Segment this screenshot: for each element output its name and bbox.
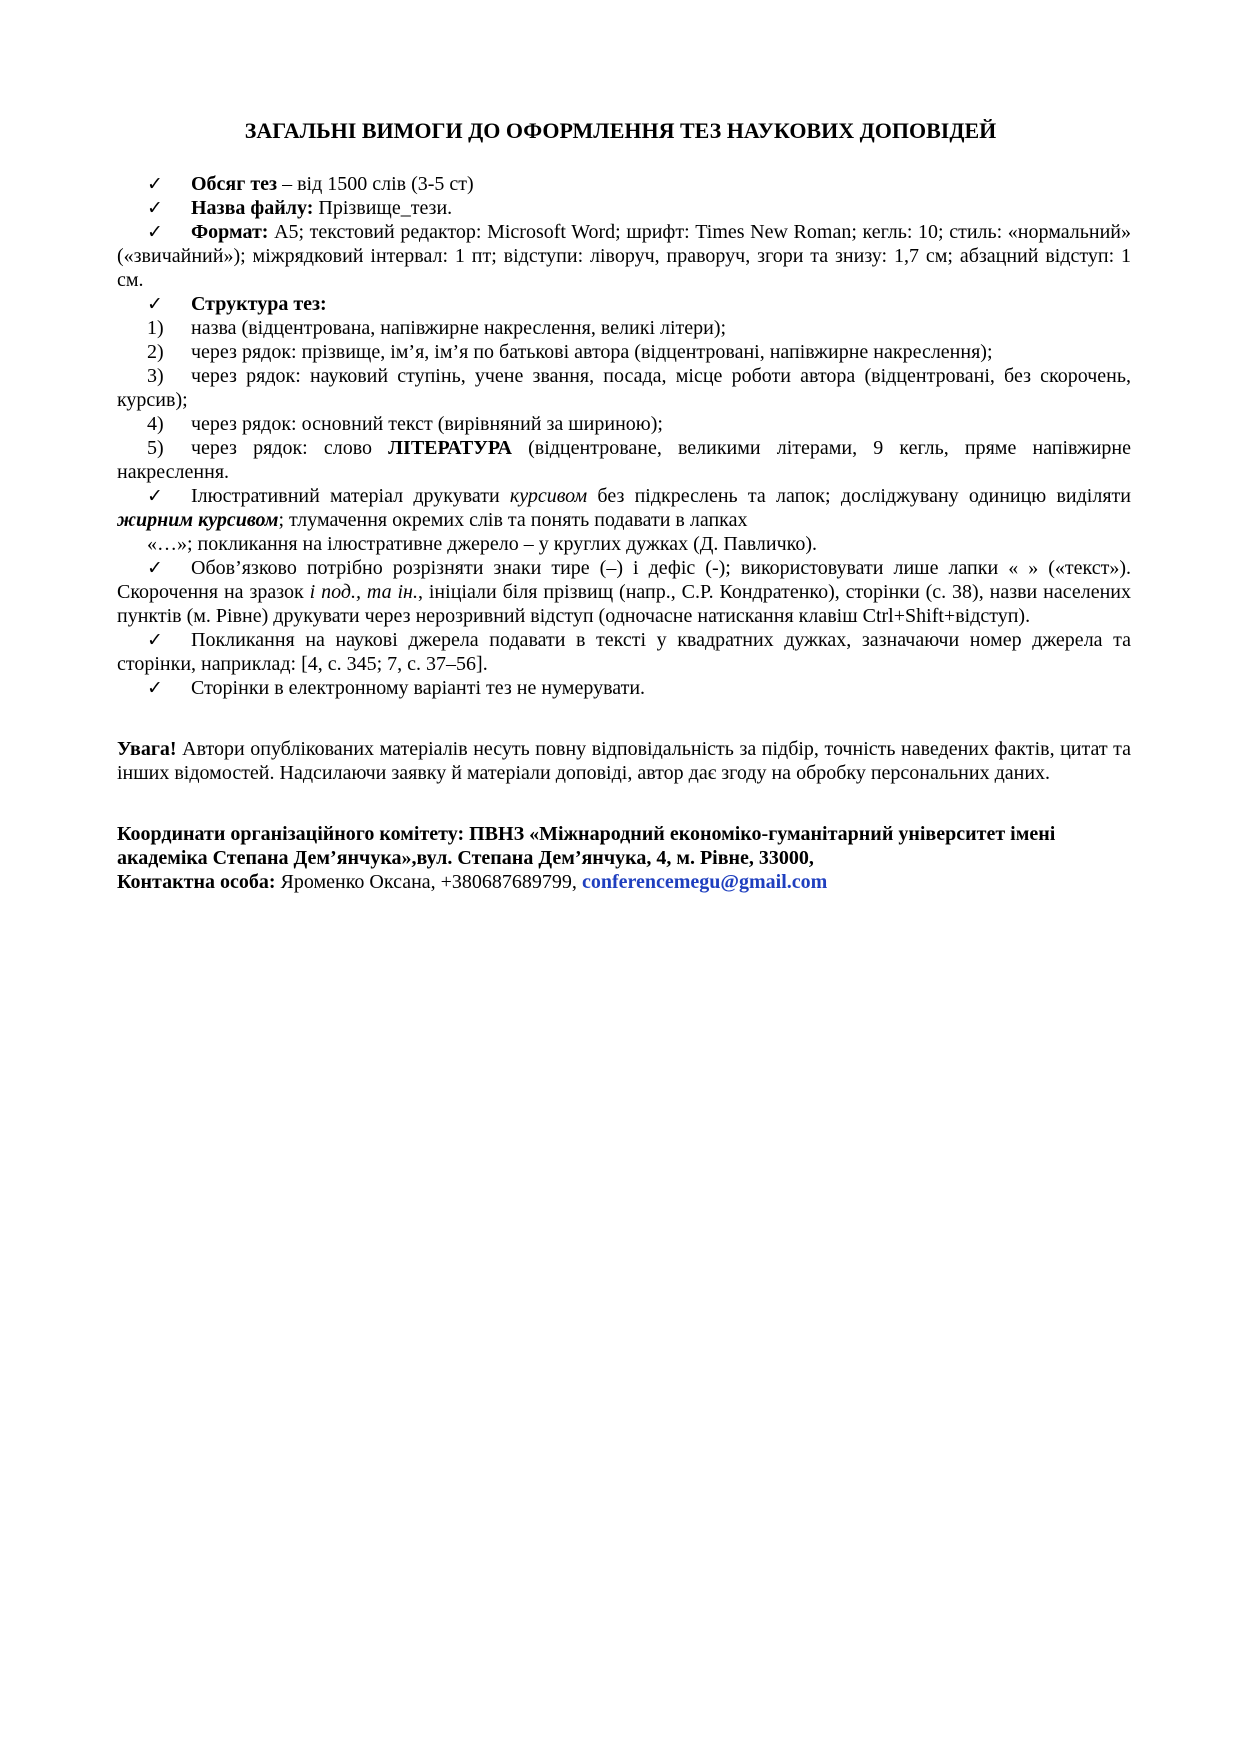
structure-number: 2) [147,341,164,363]
list-item-volume [117,172,1131,196]
check-mark-icon: ✓ [147,485,163,507]
structure-item [117,340,1131,364]
italic-word: курсивом [509,485,588,507]
list-item-pages [117,676,1131,700]
attention-paragraph [117,737,1131,785]
check-mark-icon: ✓ [147,677,163,699]
email-link[interactable]: conferencemegu@gmail.com [581,871,828,893]
filename-label: Назва файлу: [191,197,314,219]
organizing-committee-coordinates: Координати організаційного комітету: ПВНЗ «Міжнародний економіко-гуманітарний університет імені академіка Степана Дем’янчука»,вул. Степана Дем’янчука, 4, м. Рівне, 33000, [117,823,1056,869]
structure-label: Структура тез: [191,293,327,315]
volume-label: Обсяг тез [191,173,278,195]
bold-italic-word: жирним курсивом [117,509,279,531]
format-label: Формат: [191,221,269,243]
structure-item [117,364,1131,412]
check-mark-icon: ✓ [147,293,163,315]
structure-number: 4) [147,413,164,435]
structure-text: назва (відцентрована, напівжирне накреслення, великі літери); [191,317,727,339]
document-title: ЗАГАЛЬНІ ВИМОГИ ДО ОФОРМЛЕННЯ ТЕЗ НАУКОВИХ ДОПОВІДЕЙ [244,118,997,143]
list-item-structure [117,292,1131,316]
attention-text: Автори опублікованих матеріалів несуть повну відповідальність за підбір, точність наведених фактів, цитат та інших відомостей. Надсилаючи заявку й матеріали доповіді, автор дає згоду на обробку персональних даних. [117,738,1131,784]
contacts-block [117,822,1131,894]
italic-abbreviations: і под., та ін. [309,581,418,603]
format-text: А5; текстовий редактор: Microsoft Word; шрифт: Times New Roman; кегль: 10; стиль: «нормальний» («звичайний»); міжрядковий інтервал: 1 пт; відступи: ліворуч, праворуч, згори та знизу: 1,7 см; абзацний відступ: 1 см. [117,221,1131,291]
check-mark-icon: ✓ [147,197,163,219]
dashes-text: Обов’язково потрібно розрізняти знаки тире (–) і дефіс (-); використовувати лише лапки « » («текст»). Скорочення на зразок [117,557,1131,603]
list-item-illustrative [117,484,1131,532]
list-item-references [117,628,1131,676]
volume-text: – від 1500 слів (3-5 ст) [277,173,474,195]
structure-text: через рядок: слово [191,437,389,459]
structure-text: через рядок: науковий ступінь, учене звання, посада, місце роботи автора (відцентровані, без скорочень, курсив); [117,365,1131,411]
list-item-dashes [117,556,1131,628]
structure-number: 3) [147,365,164,387]
dashes-text: , ініціали біля прізвищ (напр., С.Р. Кондратенко), сторінки (с. 38), назви населених пунктів (м. Рівне) друкувати через нерозривний відступ (одночасне натискання клавіш Ctrl+Shift+відступ). [117,581,1132,627]
check-mark-icon: ✓ [147,557,163,579]
contact-person-line [117,870,1131,894]
structure-number: 1) [147,317,164,339]
illustrative-text: Ілюстративний матеріал друкувати [191,485,510,507]
structure-text: через рядок: прізвище, ім’я, ім’я по батькові автора (відцентровані, напівжирне накреслення); [191,341,993,363]
illustrative-continuation: «…»; покликання на ілюстративне джерело – у круглих дужках (Д. Павличко). [147,533,818,555]
references-text: Покликання на наукові джерела подавати в тексті у квадратних дужках, зазначаючи номер джерела та сторінки, наприклад: [4, с. 345; 7, с. 37–56]. [117,629,1131,675]
structure-number: 5) [147,437,164,459]
contact-person-label: Контактна особа: [117,871,276,893]
contact-person-text: Яроменко Оксана, +380687689799, [275,871,582,893]
structure-item [117,316,1131,340]
filename-text: Прізвище_тези. [313,197,453,219]
check-mark-icon: ✓ [147,221,163,243]
check-mark-icon: ✓ [147,173,163,195]
structure-text: через рядок: основний текст (вирівняний за шириною); [191,413,663,435]
structure-item [117,412,1131,436]
structure-text: (відцентроване, великими літерами, 9 кегль, пряме напівжирне накреслення. [117,437,1131,483]
check-mark-icon: ✓ [147,629,163,651]
attention-label: Увага! [117,738,177,760]
illustrative-text: ; тлумачення окремих слів та понять подавати в лапках [278,509,748,531]
document-body [117,172,1131,894]
structure-item [117,436,1131,484]
list-item-filename [117,196,1131,220]
list-item-format [117,220,1131,292]
literature-word: ЛІТЕРАТУРА [388,437,512,459]
illustrative-text: без підкреслень та лапок; досліджувану одиницю виділяти [587,485,1131,507]
pages-text: Сторінки в електронному варіанті тез не нумерувати. [191,677,646,699]
